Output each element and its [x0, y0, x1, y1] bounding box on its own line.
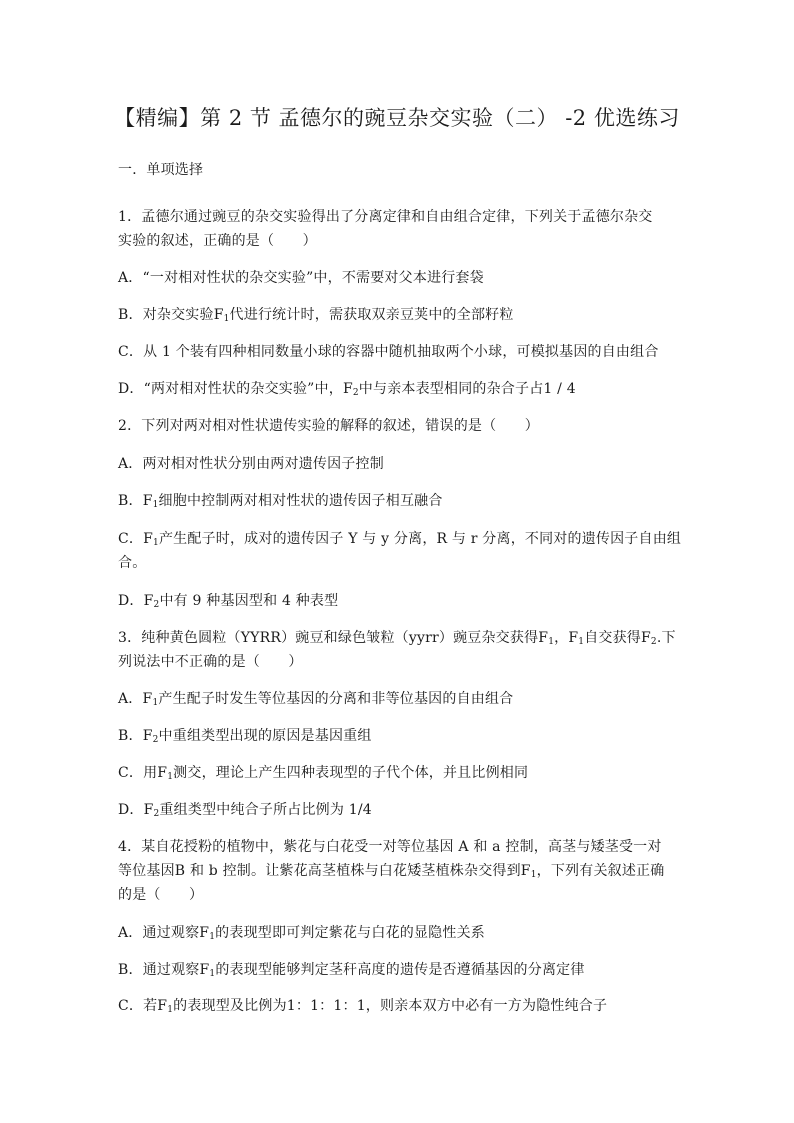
- q2-stem: 2．下列对两对相对性状遗传实验的解释的叙述，错误的是（ ）: [118, 418, 539, 434]
- q2-option-a: A．两对相对性状分别由两对遗传因子控制: [118, 456, 384, 472]
- q4-option-c: C．若$F_1$的表现型及比例为1：1：1：1，则亲本双方中必有一方为隐性纯合子: [118, 998, 608, 1015]
- q1-stem-line1: 1．孟德尔通过豌豆的杂交实验得出了分离定律和自由组合定律，下列关于孟德尔杂交: [118, 209, 653, 225]
- q1-option-c: C．从 1 个装有四种相同数量小球的容器中随机抽取两个小球，可模拟基因的自由组合: [118, 344, 659, 360]
- q3-option-a: A．$F_1$产生配子时发生等位基因的分离和非等位基因的自由组合: [118, 691, 514, 708]
- q1-option-d: D．“两对相对性状的杂交实验”中，$F_2$中与亲本表型相同的杂合子占1 / 4: [118, 381, 576, 398]
- q4-stem-line3: 的是（ ）: [118, 887, 204, 903]
- q3-option-d: D．$F_2$重组类型中纯合子所占比例为 1/4: [118, 802, 372, 819]
- q3-stem-line1: 3．纯种黄色圆粒（YYRR）豌豆和绿色皱粒（yyrr）豌豆杂交获得$F_1$，$F_1$自交获得$F_2$.下: [118, 630, 676, 647]
- q2-option-b: B．$F_1$细胞中控制两对相对性状的遗传因子相互融合: [118, 493, 443, 510]
- q4-option-b: B．通过观察$F_1$的表现型能够判定茎秆高度的遗传是否遵循基因的分离定律: [118, 962, 585, 979]
- q3-stem-line2: 列说法中不正确的是（ ）: [118, 654, 303, 670]
- document-title: 【精编】第 2 节 孟德尔的豌豆杂交实验（二） -2 优选练习: [114, 106, 680, 130]
- q4-stem-line1: 4．某自花授粉的植物中，紫花与白花受一对等位基因 A 和 a 控制，高茎与矮茎受一对: [118, 839, 662, 855]
- q3-option-b: B．$F_2$中重组类型出现的原因是基因重组: [118, 728, 372, 745]
- q2-option-c-line1: C．$F_1$产生配子时，成对的遗传因子 Y 与 y 分离，R 与 r 分离，不同对的遗传因子自由组: [118, 531, 682, 548]
- q4-stem-line2: 等位基因B 和 b 控制。让紫花高茎植株与白花矮茎植株杂交得到$F_1$，下列有关叙述正确: [118, 863, 665, 880]
- q2-option-c-line2: 合。: [118, 555, 147, 571]
- q4-option-a: A．通过观察$F_1$的表现型即可判定紫花与白花的显隐性关系: [118, 925, 485, 942]
- q3-option-c: C．用$F_1$测交，理论上产生四种表现型的子代个体，并且比例相同: [118, 765, 529, 782]
- q2-option-d: D．$F_2$中有 9 种基因型和 4 种表型: [118, 593, 339, 610]
- q1-option-a: A．“一对相对性状的杂交实验”中，不需要对父本进行套袋: [118, 270, 484, 286]
- q1-stem-line2: 实验的叙述，正确的是（ ）: [118, 233, 317, 249]
- section-heading: 一．单项选择: [118, 162, 204, 178]
- q1-option-b: B．对杂交实验$F_1$代进行统计时，需获取双亲豆荚中的全部籽粒: [118, 307, 514, 324]
